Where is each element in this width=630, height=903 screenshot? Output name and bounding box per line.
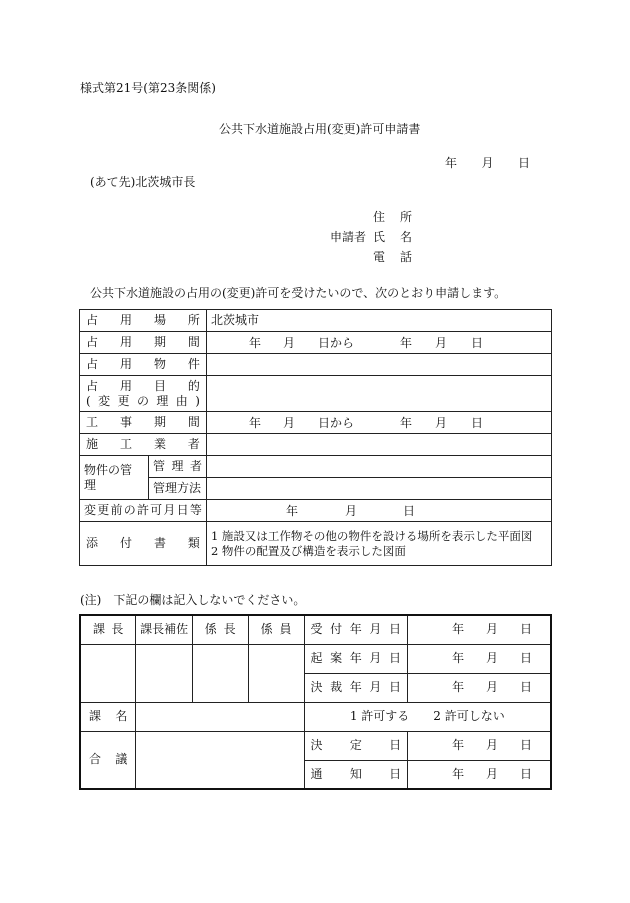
received-date-value: 年 月 日 xyxy=(452,622,532,637)
contractor-value xyxy=(206,434,551,456)
row-manager xyxy=(80,456,552,478)
row-period xyxy=(80,332,552,354)
approved-date-value: 年 月 日 xyxy=(452,680,532,694)
label-received-date: 受 付 年 月 日 xyxy=(310,622,402,637)
row-method xyxy=(80,478,552,500)
period-value: 年 月 日から 年 月 日 xyxy=(206,332,551,354)
intro-text: 公共下水道施設の占用の(変更)許可を受けたいので、次のとおり申請します。 xyxy=(90,286,507,300)
office-use-table xyxy=(79,614,552,790)
decision-options: 1 許可する 2 許可しない xyxy=(304,702,551,731)
row-construction-period xyxy=(80,412,552,434)
label-location: 占 用 場 所 xyxy=(86,313,200,327)
label-decision-date: 決 定 日 xyxy=(310,738,402,752)
label-contractor: 施 工 業 者 xyxy=(86,437,200,451)
location-value: 北茨城市 xyxy=(206,310,551,332)
row-attachments xyxy=(80,522,552,566)
label-prev-permit: 変 更 前 の 許 可 月 日 等 xyxy=(84,503,202,517)
row-purpose xyxy=(80,376,552,412)
stamp-staff xyxy=(248,644,304,702)
header-deputy-chief: 課長補佐 xyxy=(136,615,192,644)
date-day: 日 xyxy=(517,156,530,170)
label-section-name: 課 名 xyxy=(89,709,128,723)
note-text: (注) 下記の欄は記入しないでください。 xyxy=(80,593,306,607)
label-manager: 管 理 者 xyxy=(152,459,202,473)
addressee: (あて先)北茨城市長 xyxy=(90,175,196,189)
attachments-value xyxy=(206,522,551,566)
office-decision-row xyxy=(80,731,551,760)
office-section-row xyxy=(80,702,551,731)
prev-permit-value: 年 月 日 xyxy=(206,500,551,522)
section-name-value xyxy=(136,702,304,731)
council-value xyxy=(136,731,304,789)
header-unit-chief: 係 長 xyxy=(204,622,236,637)
attachment-item: 1 施設又は工作物その他の物件を設ける場所を表示した平面図 xyxy=(210,529,533,544)
label-management: 物件の管理 xyxy=(80,456,149,500)
label-object: 占 用 物 件 xyxy=(86,357,200,371)
object-value xyxy=(206,354,551,376)
label-attachments: 添 付 書 類 xyxy=(86,536,200,550)
label-construction-period: 工 事 期 間 xyxy=(86,415,200,429)
applicant-phone-label: 電 話 xyxy=(373,250,412,264)
construction-period-value: 年 月 日から 年 月 日 xyxy=(206,412,551,434)
decision-date-value: 年 月 日 xyxy=(452,738,532,752)
label-purpose: 占 用 目 的 xyxy=(86,378,200,393)
date-line xyxy=(445,157,530,169)
stamp-unit-chief xyxy=(192,644,248,702)
row-contractor xyxy=(80,434,552,456)
manager-value xyxy=(206,456,551,478)
attachment-item: 2 物件の配置及び構造を表示した図面 xyxy=(210,543,406,558)
applicant-label: 申請者 xyxy=(330,230,367,244)
label-drafted-date: 起 案 年 月 日 xyxy=(310,651,402,665)
method-value xyxy=(206,478,551,500)
applicant-name-label: 氏 名 xyxy=(373,230,412,244)
notice-date-value: 年 月 日 xyxy=(452,766,532,781)
label-notice-date: 通 知 日 xyxy=(310,766,402,781)
date-year: 年 xyxy=(445,156,458,170)
stamp-deputy-chief xyxy=(136,644,192,702)
drafted-date-value: 年 月 日 xyxy=(452,651,532,665)
date-month: 月 xyxy=(481,156,494,170)
label-approved-date: 決 裁 年 月 日 xyxy=(310,680,402,694)
row-object xyxy=(80,354,552,376)
header-staff: 係 員 xyxy=(260,622,292,637)
row-location xyxy=(80,310,552,332)
row-prev-permit xyxy=(80,500,552,522)
stamp-section-chief xyxy=(80,644,136,702)
form-number: 様式第21号(第23条関係) xyxy=(80,81,216,95)
label-council: 合 議 xyxy=(89,752,128,767)
page-title: 公共下水道施設占用(変更)許可申請書 xyxy=(219,122,421,136)
office-header-row xyxy=(80,615,551,644)
header-section-chief: 課 長 xyxy=(93,622,124,637)
office-drafted-row xyxy=(80,644,551,673)
purpose-value xyxy=(206,376,551,412)
label-change-reason: ( 変 更 の 理 由 ) xyxy=(86,393,200,408)
application-table xyxy=(79,309,552,566)
label-period: 占 用 期 間 xyxy=(86,335,200,349)
applicant-address-label: 住 所 xyxy=(373,210,412,224)
label-method: 管理方法 xyxy=(148,478,206,500)
